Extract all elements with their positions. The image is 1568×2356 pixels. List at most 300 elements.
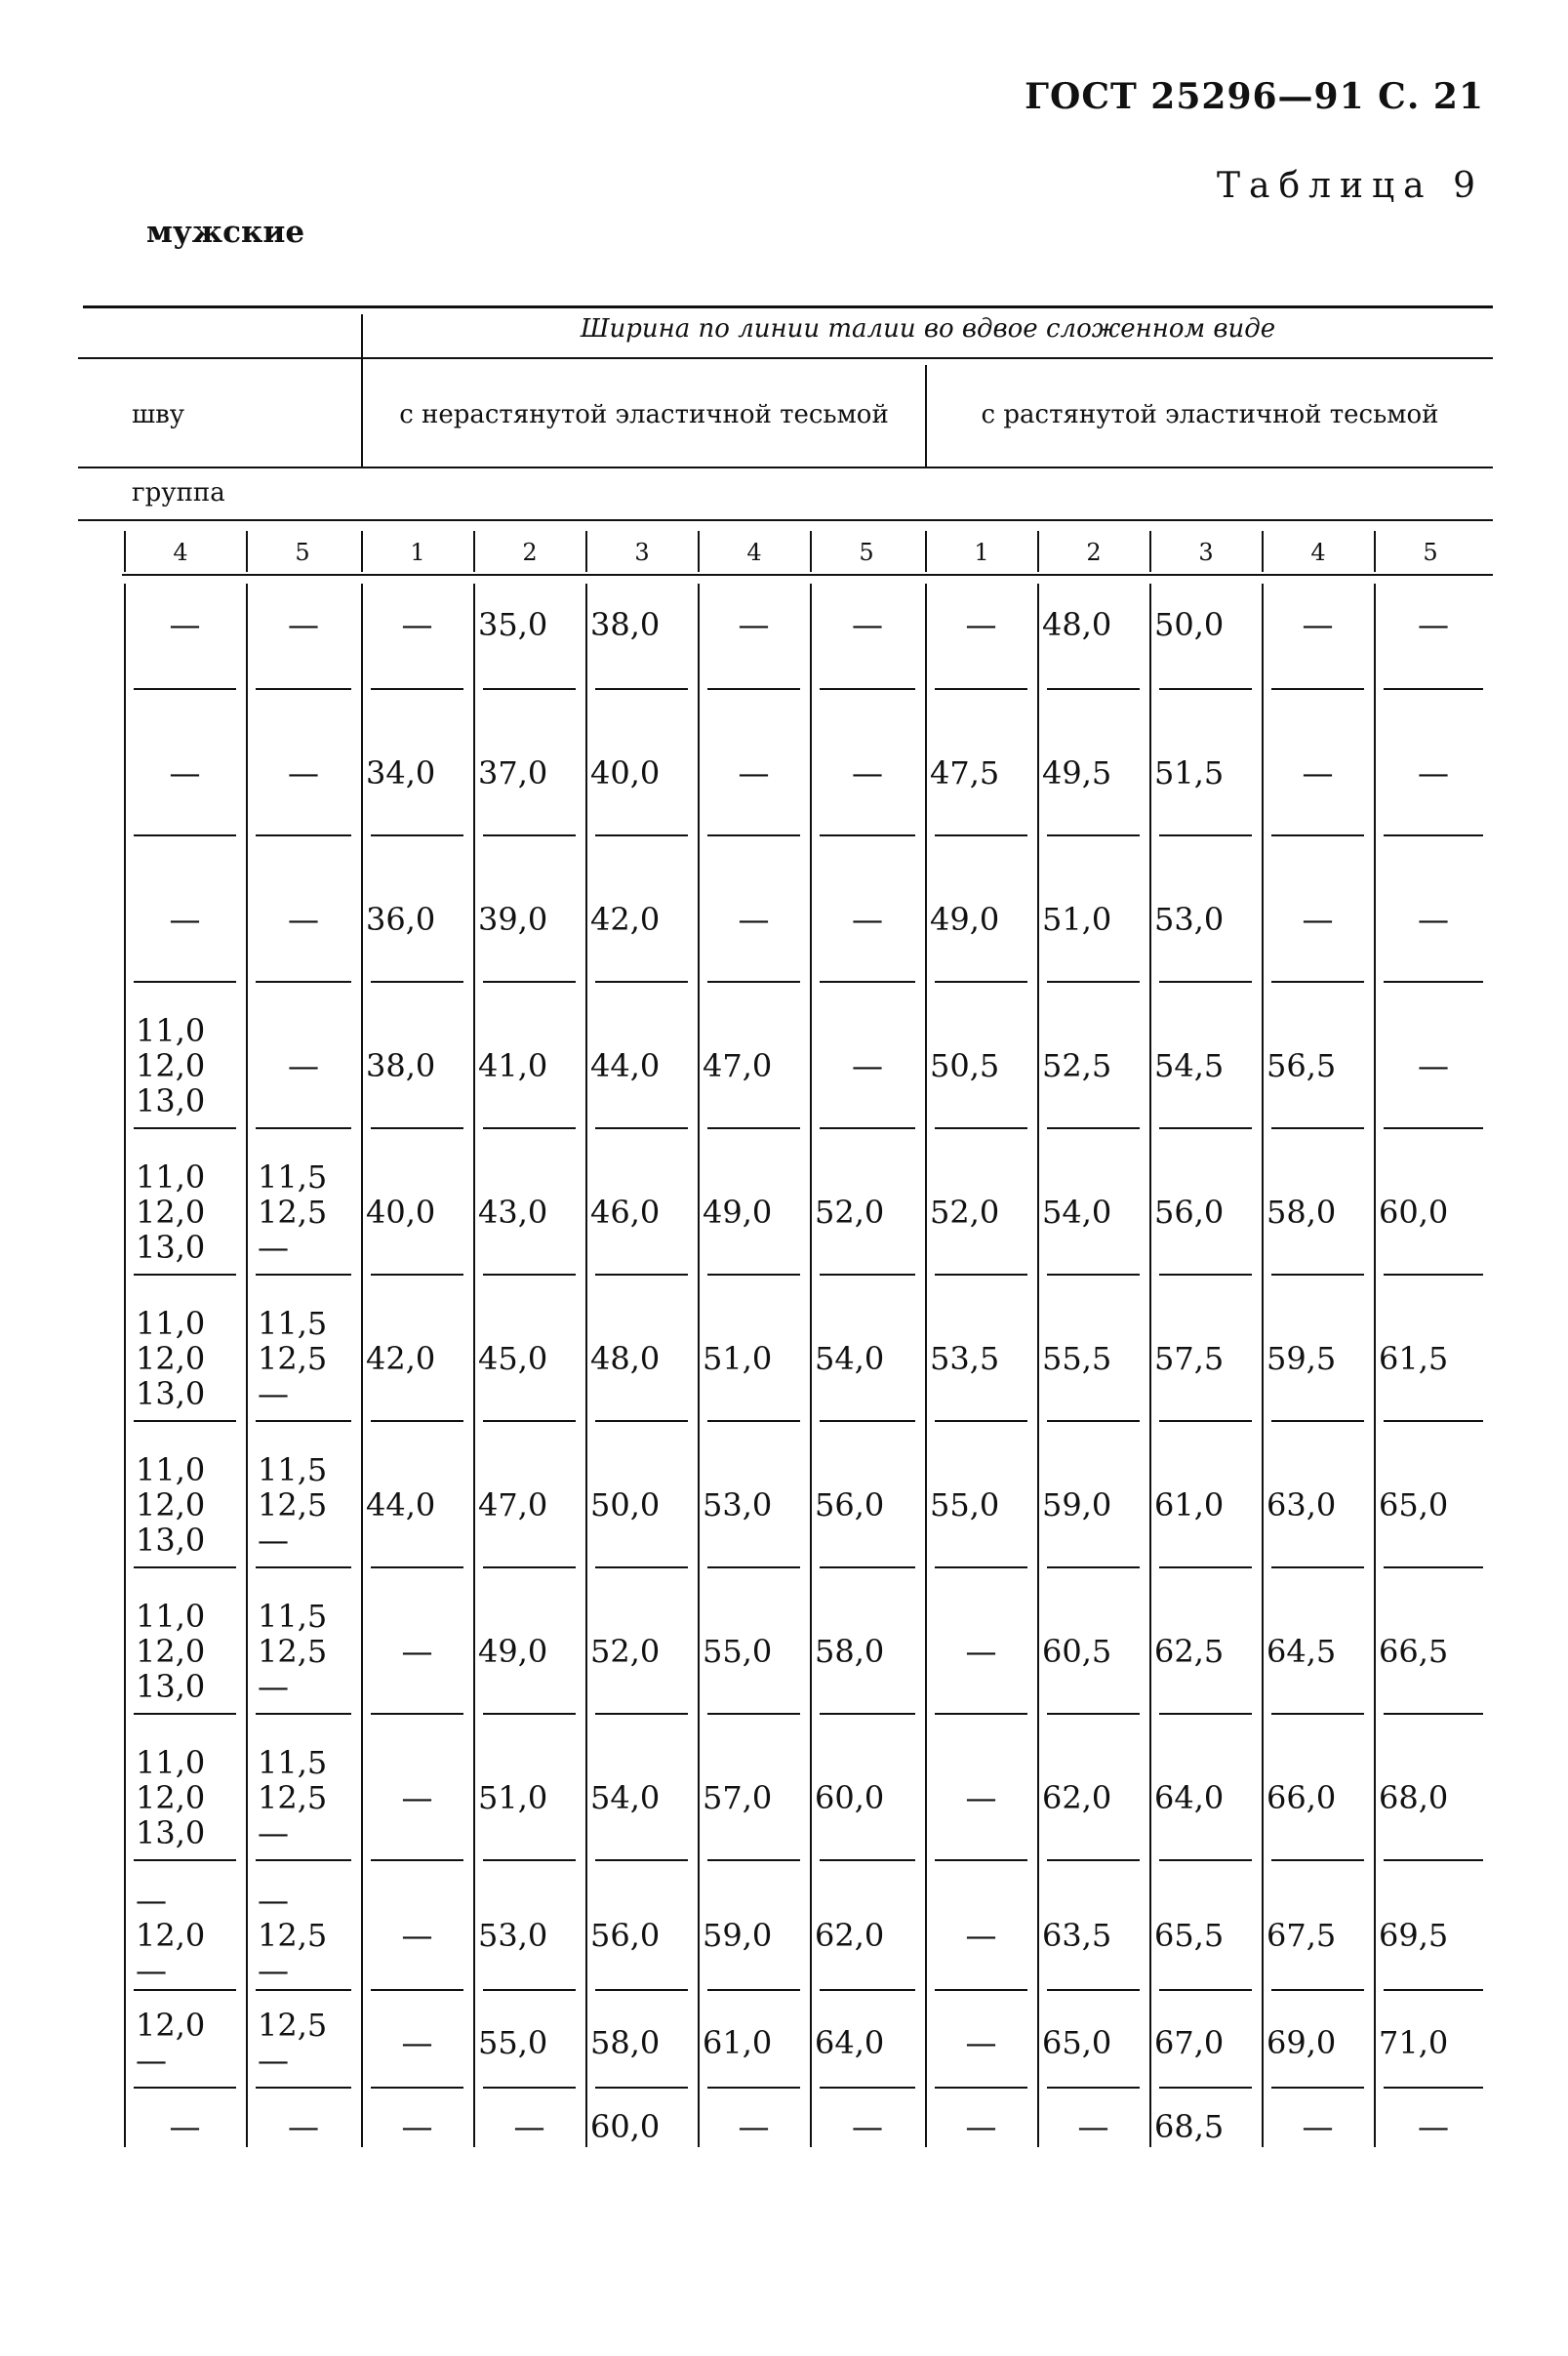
cell-underline	[595, 981, 688, 983]
cell-value: 45,0	[478, 1340, 548, 1377]
cell-value: 12,5	[258, 1917, 328, 1954]
column-separator	[810, 584, 812, 2147]
cell-value: 11,5	[258, 1451, 328, 1488]
cell-underline	[707, 981, 800, 983]
cell-underline	[371, 1989, 463, 1991]
table-cell	[361, 1634, 473, 1669]
table-cell	[590, 2109, 660, 2144]
table-cell	[1154, 2025, 1224, 2060]
cell-underline	[820, 1989, 915, 1991]
table-cell	[925, 607, 1037, 642]
cell-underline	[1384, 834, 1483, 836]
column-number-separator	[473, 531, 475, 572]
cell-value: 11,0	[136, 1158, 206, 1196]
cell-value: 50,0	[590, 1486, 661, 1523]
table-cell	[136, 1452, 205, 1558]
column-separator	[1374, 584, 1376, 2147]
cell-value: —	[852, 2108, 883, 2145]
cell-underline	[1159, 1859, 1252, 1861]
cell-value: 49,0	[703, 1194, 773, 1231]
column-number-separator	[1262, 531, 1264, 572]
column-separator	[1037, 584, 1039, 2147]
cell-value: —	[401, 2108, 433, 2145]
cell-underline	[820, 1274, 915, 1276]
cell-value: —	[288, 901, 319, 938]
column-number-separator	[810, 531, 812, 572]
cell-underline	[935, 2087, 1027, 2089]
cell-underline	[256, 1127, 351, 1129]
table-cell	[815, 2025, 884, 2060]
cell-value: —	[1302, 901, 1334, 938]
cell-underline	[1384, 1713, 1483, 1715]
cell-underline	[1159, 1274, 1252, 1276]
cell-underline	[371, 834, 463, 836]
table-cell	[258, 1883, 327, 1988]
table-cell	[1042, 755, 1111, 791]
cell-underline	[595, 2087, 688, 2089]
cell-underline	[134, 688, 236, 690]
cell-value: 42,0	[590, 901, 661, 938]
cell-underline	[707, 688, 800, 690]
cell-underline	[1159, 1127, 1252, 1129]
table-cell	[1266, 1195, 1336, 1230]
table-cell	[1374, 755, 1493, 791]
cell-value: 11,0	[136, 1451, 206, 1488]
cell-underline	[820, 1127, 915, 1129]
cell-value: 50,0	[1154, 606, 1225, 643]
column-number: 5	[295, 539, 310, 566]
rule-colnums	[122, 574, 1493, 576]
label-group: группа	[132, 478, 225, 508]
table-cell	[703, 1634, 772, 1669]
cell-value: —	[738, 901, 770, 938]
cell-underline	[595, 834, 688, 836]
cell-value: 11,5	[258, 1158, 328, 1196]
cell-value: 54,5	[1154, 1047, 1225, 1084]
cell-value: 63,0	[1266, 1486, 1337, 1523]
cell-value: —	[852, 1047, 883, 1084]
cell-underline	[1271, 1566, 1364, 1568]
table-cell	[124, 902, 246, 937]
column-number-separator	[246, 531, 248, 572]
table-cell	[1154, 1634, 1224, 1669]
column-separator	[585, 584, 587, 2147]
label-seam: шву	[132, 400, 185, 429]
table-cell	[1042, 1487, 1111, 1523]
cell-value: 12,0	[136, 2007, 206, 2044]
table-cell	[124, 2109, 246, 2144]
cell-value: 13,0	[136, 1229, 206, 1266]
cell-value: 49,5	[1042, 754, 1112, 792]
table-cell	[246, 902, 361, 937]
cell-value: 66,0	[1266, 1779, 1337, 1816]
table-cell	[478, 1195, 547, 1230]
cell-value: 12,5	[258, 1486, 328, 1523]
cell-value: 35,0	[478, 606, 548, 643]
table-cell	[703, 1195, 772, 1230]
cell-value: 52,0	[590, 1633, 661, 1670]
cell-underline	[256, 1274, 351, 1276]
cell-value: 42,0	[366, 1340, 436, 1377]
cell-underline	[820, 1713, 915, 1715]
cell-underline	[707, 1127, 800, 1129]
cell-value: 12,5	[258, 1194, 328, 1231]
cell-value: —	[258, 1229, 289, 1266]
cell-value: —	[401, 606, 433, 643]
cell-underline	[483, 1859, 576, 1861]
cell-value: 48,0	[1042, 606, 1112, 643]
cell-underline	[134, 1274, 236, 1276]
table-cell	[1266, 1918, 1336, 1953]
column-separator	[124, 584, 126, 2147]
cell-value: 56,0	[590, 1917, 661, 1954]
table-cell	[1154, 902, 1224, 937]
cell-underline	[1384, 1566, 1483, 1568]
cell-underline	[595, 1859, 688, 1861]
cell-value: 51,0	[1042, 901, 1112, 938]
cell-value: 68,5	[1154, 2108, 1225, 2145]
table-subtitle: мужские	[146, 215, 305, 250]
cell-underline	[1271, 1420, 1364, 1422]
cell-value: —	[1418, 1047, 1449, 1084]
cell-value: —	[258, 1522, 289, 1559]
cell-value: 11,5	[258, 1305, 328, 1342]
cell-underline	[256, 1420, 351, 1422]
cell-value: 54,0	[590, 1779, 661, 1816]
table-cell	[1379, 1195, 1448, 1230]
cell-value: 52,0	[815, 1194, 885, 1231]
table-cell	[1379, 1918, 1448, 1953]
cell-underline	[256, 1989, 351, 1991]
cell-value: —	[1302, 754, 1334, 792]
table-cell	[258, 1452, 327, 1558]
column-number: 2	[1086, 539, 1102, 566]
cell-underline	[256, 981, 351, 983]
table-cell	[366, 1048, 435, 1083]
table-cell	[258, 1745, 327, 1850]
subheader-unstretched: с нерастянутой эластичной тесьмой	[399, 400, 889, 429]
table-cell	[478, 607, 547, 642]
table-cell	[1262, 607, 1374, 642]
table-cell	[136, 1159, 205, 1265]
cell-value: 47,0	[478, 1486, 548, 1523]
column-number-separator	[585, 531, 587, 572]
cell-value: —	[401, 1779, 433, 1816]
cell-value: —	[258, 2042, 289, 2079]
cell-underline	[820, 981, 915, 983]
table-cell	[1154, 1487, 1224, 1523]
cell-underline	[820, 1566, 915, 1568]
cell-value: 12,0	[136, 1340, 206, 1377]
table-cell	[258, 1599, 327, 1704]
cell-underline	[935, 1566, 1027, 1568]
table-cell	[1154, 1048, 1224, 1083]
cell-underline	[134, 1420, 236, 1422]
cell-value: 71,0	[1379, 2024, 1449, 2061]
cell-underline	[256, 1713, 351, 1715]
cell-underline	[1384, 1274, 1483, 1276]
cell-value: —	[288, 1047, 319, 1084]
cell-underline	[1047, 1713, 1140, 1715]
table-cell	[361, 1780, 473, 1815]
column-number: 4	[173, 539, 188, 566]
cell-underline	[1271, 2087, 1364, 2089]
table-cell	[1154, 1341, 1224, 1376]
column-separator	[246, 584, 248, 2147]
cell-value: —	[852, 606, 883, 643]
table-cell	[810, 607, 925, 642]
table-cell	[703, 1048, 772, 1083]
column-number: 3	[634, 539, 650, 566]
cell-value: 54,0	[815, 1340, 885, 1377]
cell-value: 53,0	[1154, 901, 1225, 938]
table-cell	[1154, 1918, 1224, 1953]
cell-underline	[256, 1566, 351, 1568]
table-cell	[1266, 1634, 1336, 1669]
cell-value: —	[401, 1917, 433, 1954]
cell-underline	[820, 1420, 915, 1422]
table-cell	[246, 2109, 361, 2144]
cell-underline	[595, 1127, 688, 1129]
cell-value: 51,0	[703, 1340, 773, 1377]
cell-underline	[595, 1713, 688, 1715]
cell-value: 55,0	[930, 1486, 1000, 1523]
cell-value: 56,5	[1266, 1047, 1337, 1084]
cell-underline	[1159, 834, 1252, 836]
cell-value: 46,0	[590, 1194, 661, 1231]
column-separator	[1262, 584, 1264, 2147]
cell-value: 12,0	[136, 1047, 206, 1084]
cell-value: —	[258, 1952, 289, 1989]
table-cell	[1262, 755, 1374, 791]
table-cell	[1266, 1487, 1336, 1523]
cell-value: 67,5	[1266, 1917, 1337, 1954]
cell-value: 62,5	[1154, 1633, 1225, 1670]
table-cell	[1266, 1780, 1336, 1815]
cell-underline	[483, 1989, 576, 1991]
cell-value: —	[738, 606, 770, 643]
cell-value: 13,0	[136, 1522, 206, 1559]
cell-value: 36,0	[366, 901, 436, 938]
cell-underline	[1047, 981, 1140, 983]
cell-value: 62,0	[1042, 1779, 1112, 1816]
column-separator	[925, 584, 927, 2147]
table-cell	[478, 1048, 547, 1083]
table-cell	[1042, 1195, 1111, 1230]
column-number: 2	[522, 539, 538, 566]
table-cell	[590, 2025, 660, 2060]
cell-value: 53,0	[478, 1917, 548, 1954]
table-cell	[136, 1599, 205, 1704]
table-cell	[258, 1306, 327, 1411]
table-cell	[590, 1341, 660, 1376]
cell-underline	[134, 1989, 236, 1991]
cell-underline	[1271, 1859, 1364, 1861]
cell-value: 11,0	[136, 1305, 206, 1342]
cell-value: 65,0	[1379, 1486, 1449, 1523]
cell-value: 57,0	[703, 1779, 773, 1816]
table-cell	[930, 1487, 999, 1523]
cell-underline	[1159, 1420, 1252, 1422]
cell-underline	[483, 1274, 576, 1276]
cell-value: —	[1418, 901, 1449, 938]
cell-underline	[1384, 688, 1483, 690]
cell-underline	[1384, 1859, 1483, 1861]
table-cell	[590, 1487, 660, 1523]
table-cell	[361, 607, 473, 642]
table-cell	[703, 1487, 772, 1523]
table-cell	[1379, 1341, 1448, 1376]
cell-value: —	[965, 2024, 997, 2061]
cell-value: 13,0	[136, 1082, 206, 1119]
cell-underline	[1384, 1420, 1483, 1422]
table-cell	[925, 2025, 1037, 2060]
cell-underline	[483, 834, 576, 836]
cell-underline	[256, 1859, 351, 1861]
table-cell	[810, 1048, 925, 1083]
rule-group	[78, 519, 1493, 521]
cell-value: 12,5	[258, 2007, 328, 2044]
table-cell	[1154, 755, 1224, 791]
cell-underline	[1159, 2087, 1252, 2089]
table-cell	[136, 1306, 205, 1411]
cell-underline	[1047, 1566, 1140, 1568]
cell-value: 44,0	[366, 1486, 436, 1523]
table-cell	[124, 755, 246, 791]
table-label: Таблица 9	[1217, 166, 1484, 206]
cell-value: 38,0	[590, 606, 661, 643]
cell-value: —	[401, 2024, 433, 2061]
column-separator	[1149, 584, 1151, 2147]
cell-underline	[371, 1713, 463, 1715]
cell-value: —	[738, 2108, 770, 2145]
table-cell	[473, 2109, 585, 2144]
cell-underline	[371, 1274, 463, 1276]
cell-value: 12,0	[136, 1633, 206, 1670]
table-cell	[1042, 1918, 1111, 1953]
cell-value: —	[136, 2042, 167, 2079]
cell-value: 50,5	[930, 1047, 1000, 1084]
cell-value: 47,5	[930, 754, 1000, 792]
table-cell	[590, 1780, 660, 1815]
cell-value: —	[965, 606, 997, 643]
table-cell	[810, 902, 925, 937]
cell-underline	[595, 1989, 688, 1991]
table-cell	[1379, 1487, 1448, 1523]
cell-value: 12,5	[258, 1340, 328, 1377]
table-cell	[810, 2109, 925, 2144]
cell-value: 53,0	[703, 1486, 773, 1523]
cell-value: —	[1418, 2108, 1449, 2145]
cell-underline	[595, 1566, 688, 1568]
cell-value: 58,0	[590, 2024, 661, 2061]
cell-value: 53,5	[930, 1340, 1000, 1377]
table-cell	[925, 1780, 1037, 1815]
cell-value: —	[1418, 754, 1449, 792]
table-cell	[815, 1918, 884, 1953]
cell-value: 56,0	[815, 1486, 885, 1523]
cell-value: 61,0	[703, 2024, 773, 2061]
cell-underline	[595, 1274, 688, 1276]
table-cell	[1379, 1634, 1448, 1669]
cell-value: —	[136, 1952, 167, 1989]
cell-underline	[935, 1274, 1027, 1276]
cell-underline	[1271, 688, 1364, 690]
cell-underline	[1384, 1127, 1483, 1129]
table-cell	[1042, 902, 1111, 937]
cell-underline	[483, 1127, 576, 1129]
cell-underline	[134, 1859, 236, 1861]
cell-value: 54,0	[1042, 1194, 1112, 1231]
table-cell	[478, 2025, 547, 2060]
cell-value: —	[852, 754, 883, 792]
cell-value: 48,0	[590, 1340, 661, 1377]
cell-value: 60,0	[590, 2108, 661, 2145]
cell-underline	[134, 981, 236, 983]
table-cell	[478, 1341, 547, 1376]
cell-underline	[935, 834, 1027, 836]
cell-underline	[935, 981, 1027, 983]
cell-underline	[1271, 981, 1364, 983]
column-number-separator	[925, 531, 927, 572]
cell-value: —	[1077, 2108, 1109, 2145]
cell-value: —	[1418, 606, 1449, 643]
cell-value: —	[288, 606, 319, 643]
cell-value: 43,0	[478, 1194, 548, 1231]
cell-value: 61,0	[1154, 1486, 1225, 1523]
table-cell	[1042, 1634, 1111, 1669]
table-cell	[1042, 1341, 1111, 1376]
table-cell	[1154, 1780, 1224, 1815]
cell-value: 13,0	[136, 1814, 206, 1851]
cell-value: 59,0	[703, 1917, 773, 1954]
cell-value: 68,0	[1379, 1779, 1449, 1816]
cell-value: 58,0	[815, 1633, 885, 1670]
table-cell	[703, 1918, 772, 1953]
table-cell	[925, 2109, 1037, 2144]
cell-underline	[1271, 834, 1364, 836]
cell-value: —	[288, 754, 319, 792]
cell-underline	[483, 981, 576, 983]
cell-value: 11,5	[258, 1598, 328, 1635]
cell-value: —	[965, 1633, 997, 1670]
table-cell	[703, 1341, 772, 1376]
table-cell	[478, 755, 547, 791]
table-cell	[1037, 2109, 1149, 2144]
column-number-separator	[1037, 531, 1039, 572]
cell-underline	[1159, 688, 1252, 690]
cell-value: 11,5	[258, 1744, 328, 1781]
cell-value: —	[288, 2108, 319, 2145]
cell-underline	[820, 688, 915, 690]
cell-underline	[1047, 834, 1140, 836]
caption-waist-width: Ширина по линии талии во вдвое сложенном виде	[580, 314, 1276, 344]
table-cell	[361, 1918, 473, 1953]
cell-value: 12,5	[258, 1779, 328, 1816]
cell-underline	[1047, 1420, 1140, 1422]
subheader-stretched: с растянутой эластичной тесьмой	[981, 400, 1439, 429]
column-number-separator	[1374, 531, 1376, 572]
cell-value: 52,5	[1042, 1047, 1112, 1084]
cell-value: 55,5	[1042, 1340, 1112, 1377]
column-number-separator	[1149, 531, 1151, 572]
cell-underline	[1384, 981, 1483, 983]
cell-underline	[1384, 1989, 1483, 1991]
cell-value: —	[169, 754, 201, 792]
table-cell	[698, 607, 810, 642]
cell-underline	[935, 1859, 1027, 1861]
table-cell	[1266, 1048, 1336, 1083]
